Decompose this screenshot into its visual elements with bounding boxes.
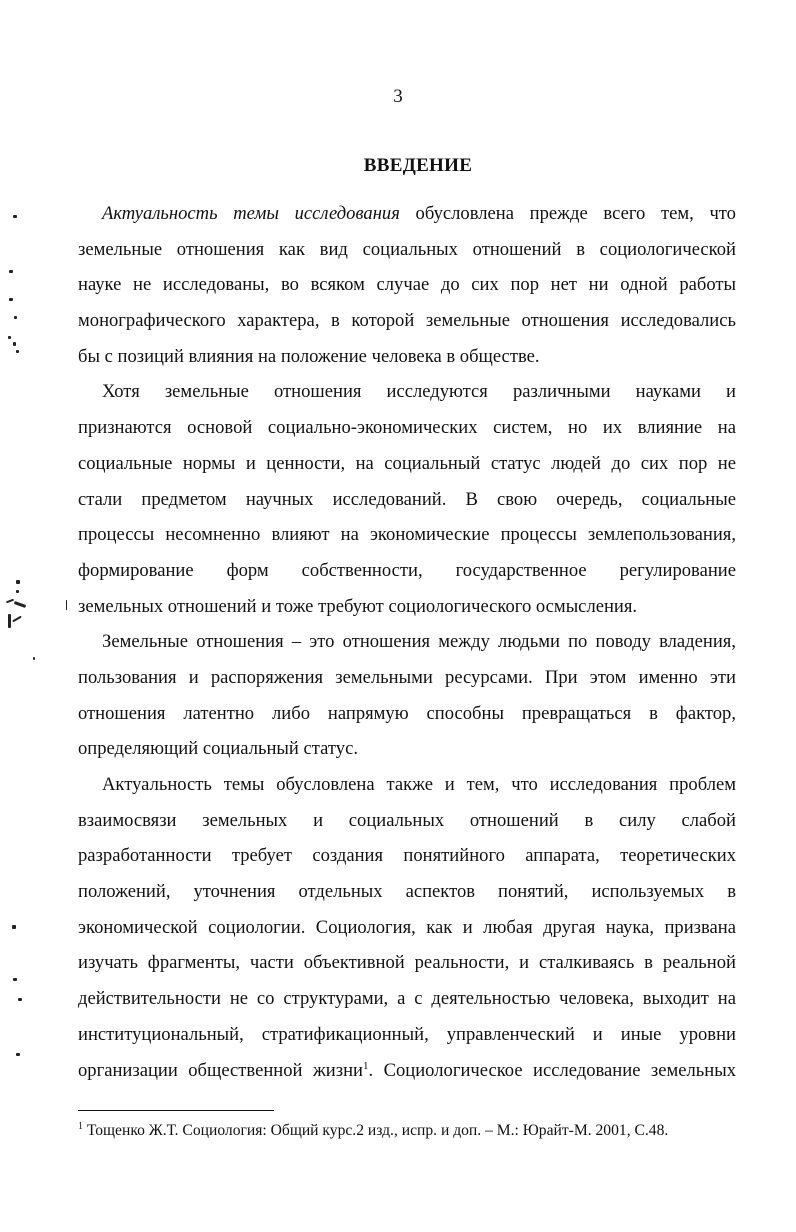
scan-artifact [66, 600, 67, 610]
scan-artifact [13, 978, 17, 981]
footnote-text: Тощенко Ж.Т. Социология: Общий курс.2 изд., испр. и доп. – М.: Юрайт-М. 2001, С.48. [83, 1122, 669, 1139]
scan-artifact [8, 614, 11, 628]
scan-artifact [33, 657, 35, 660]
text-line: стали предметом научных исследований. В свою очередь, социальные [78, 488, 736, 510]
scan-artifact [14, 601, 26, 608]
scan-artifact [9, 298, 13, 301]
text-line: определяющий социальный статус. [78, 738, 358, 760]
italic-lead: Актуальность темы исследования [102, 203, 400, 224]
scan-artifact [12, 925, 16, 929]
text-line: социальные нормы и ценности, на социальный статус людей до сих пор не [78, 452, 736, 474]
text-line: процессы несомненно влияют на экономические процессы землепользования, [78, 524, 736, 546]
scan-artifact [14, 316, 17, 319]
scan-artifact [16, 590, 19, 593]
text-line: Актуальность темы обусловлена также и тем, что исследования проблем [102, 774, 736, 795]
text-line: Земельные отношения – это отношения между людьми по поводу владения, [102, 631, 736, 653]
text-line: экономической социологии. Социология, как и любая другая наука, призвана [78, 916, 736, 938]
text-line: изучать фрагменты, части объективной реальности, и сталкиваясь в реальной [78, 952, 736, 974]
scan-artifact [6, 599, 14, 604]
scan-artifact [9, 270, 13, 273]
page-number: 3 [393, 86, 403, 107]
footnote-reference[interactable]: 1 [363, 1059, 369, 1072]
scan-artifact [16, 1053, 20, 1056]
scan-artifact [16, 350, 19, 353]
footnote-marker: 1 [78, 1120, 83, 1132]
scan-artifact [16, 580, 20, 584]
text-line: Хотя земельные отношения исследуются различными науками и [102, 381, 736, 403]
scan-artifact [8, 336, 11, 339]
line-text: обусловлена прежде всего тем, что [399, 203, 736, 224]
text-line: монографического характера, в которой земельные отношения исследовались [78, 310, 736, 332]
text-line: формирование форм собственности, государственное регулирование [78, 559, 736, 581]
text-line: разработанности требует создания понятийного аппарата, теоретических [78, 845, 736, 867]
footnote [78, 1122, 738, 1140]
line-text-tail: . Социологическое исследование земельных [368, 1059, 737, 1081]
body-text [78, 196, 736, 1088]
footnote-separator [78, 1110, 274, 1111]
text-line: положений, уточнения отдельных аспектов понятий, используемых в [78, 881, 736, 903]
scan-artifact [18, 998, 22, 1001]
text-line [78, 1053, 736, 1089]
text-line: пользования и распоряжения земельными ресурсами. При этом именно эти [78, 666, 736, 688]
text-line: признаются основой социально-экономических систем, но их влияние на [78, 417, 736, 439]
scan-artifact [13, 342, 16, 346]
section-heading: ВВЕДЕНИЕ [363, 155, 473, 176]
text-line: земельные отношения как вид социальных отношений в социологической [78, 238, 736, 260]
scan-artifact [12, 616, 22, 623]
text-line: отношения латентно либо напрямую способны превращаться в фактор, [78, 702, 736, 724]
text-line: институциональный, стратификационный, управленческий и иные уровни [78, 1023, 736, 1045]
text-line: науке не исследованы, во всяком случае до сих пор нет ни одной работы [78, 274, 736, 296]
text-line [78, 196, 736, 232]
text-line: взаимосвязи земельных и социальных отношений в силу слабой [78, 809, 736, 831]
scan-artifact [13, 215, 17, 218]
text-line: земельных отношений и тоже требуют социологического осмысления. [78, 595, 638, 617]
text-line: бы с позиций влияния на положение человека в обществе. [78, 345, 540, 367]
text-line: действительности не со структурами, а с деятельностью человека, выходит на [78, 988, 736, 1010]
line-text: организации общественной жизни [78, 1059, 363, 1081]
